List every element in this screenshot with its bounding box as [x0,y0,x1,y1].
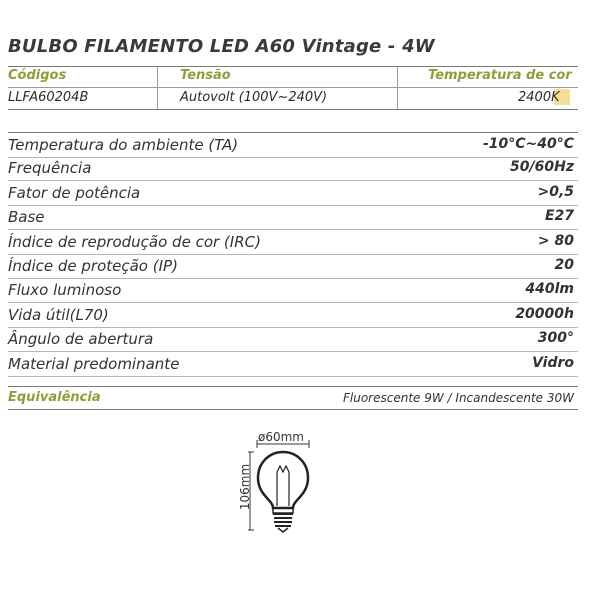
voltage-value: Autovolt (100V~240V) [180,90,328,105]
spec-label: Ângulo de abertura [8,330,154,349]
equivalence-label: Equivalência [8,390,101,405]
product-title: BULBO FILAMENTO LED A60 Vintage - 4W [8,36,435,57]
height-dimension: 106mm [238,463,253,511]
spec-label: Índice de proteção (IP) [8,257,178,275]
width-dimension: ø60mm [258,430,304,444]
spec-label: Fator de potência [8,183,141,202]
equivalence-value: Fluorescente 9W / Incandescente 30W [343,391,574,405]
header-codes: Códigos [8,68,67,83]
spec-value: 20 [554,257,574,273]
spec-row [8,205,578,230]
spec-value: -10°C~40°C [482,136,574,152]
spec-row [8,181,578,206]
spec-row [8,327,578,352]
bulb-outline-icon [248,440,358,550]
spec-row [8,352,578,377]
spec-row [8,230,578,255]
table-header [8,66,578,88]
spec-value: > 80 [537,232,574,249]
spec-row [8,303,578,328]
spec-row [8,156,578,181]
spec-label: Base [8,208,45,227]
spec-label: Material predominante [8,354,180,373]
code-row [8,87,578,110]
spec-value: Vidro [532,354,574,371]
product-code: LLFA60204B [8,90,89,105]
spec-row [8,132,578,158]
spec-row [8,254,578,279]
spec-value: 440lm [525,281,574,298]
spec-value: >0,5 [537,183,574,200]
spec-label: Temperatura do ambiente (TA) [8,136,239,154]
spec-value: 20000h [515,305,574,322]
color-temp-value: 2400K [518,90,560,105]
header-color-temp: Temperatura de cor [428,68,572,83]
spec-value: 300° [537,330,574,347]
spec-value: E27 [544,208,574,225]
header-voltage: Tensão [180,68,231,83]
spec-row [8,278,578,303]
spec-label: Índice de reprodução de cor (IRC) [8,232,261,251]
spec-label: Vida útil(L70) [8,305,109,324]
spec-label: Fluxo luminoso [8,281,122,300]
spec-label: Frequência [8,159,92,178]
equivalence-row [8,386,578,410]
spec-value: 50/60Hz [510,159,574,176]
